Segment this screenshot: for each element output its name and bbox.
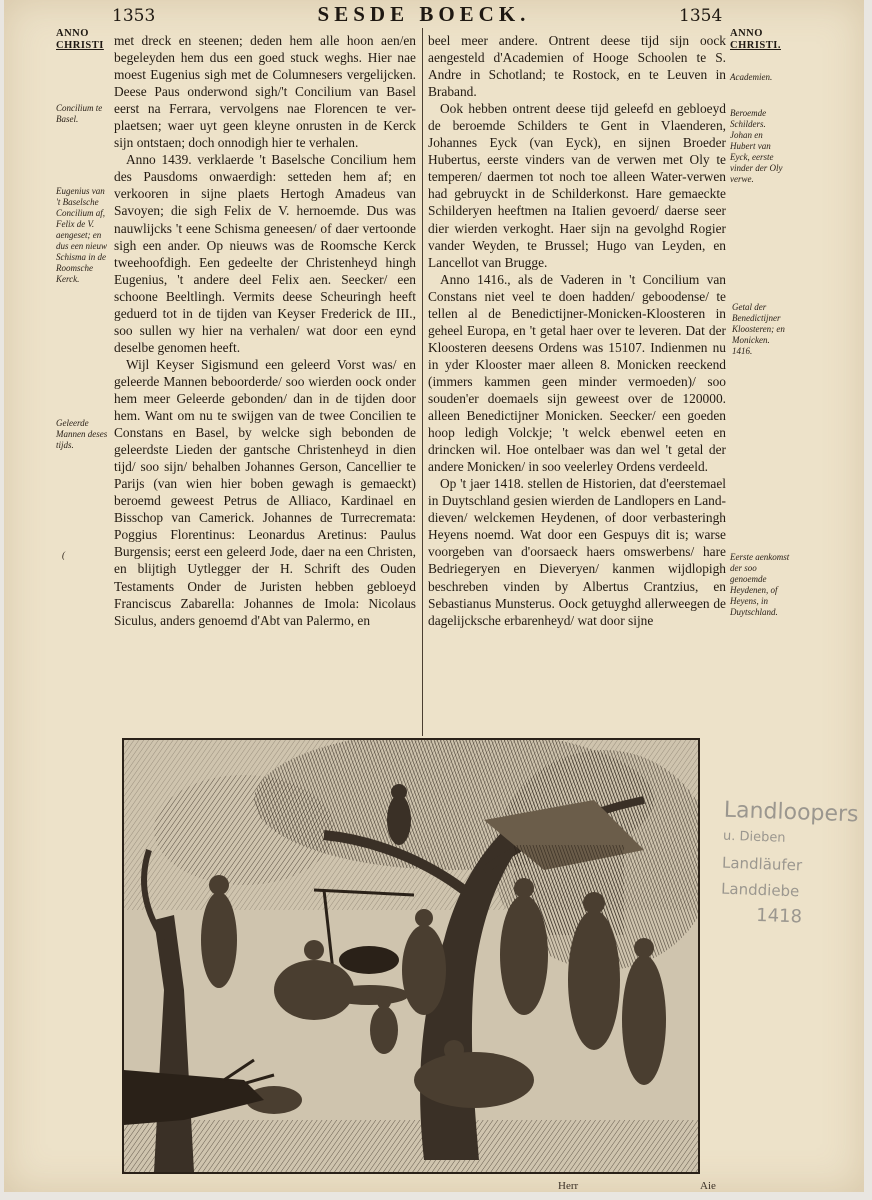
margin-note: Eerste aenkomst der soo genoemde Heydenen, of Heyens, in Duytschland.	[730, 552, 790, 617]
catchword-right: Aie	[700, 1180, 716, 1192]
anno-label: ANNO	[730, 28, 763, 39]
right-text-column	[428, 32, 726, 629]
margin-note: Academien.	[730, 72, 773, 82]
left-text-column	[114, 32, 416, 629]
margin-note: Eugenius van 't Baselsche Concilium af, Felix de V. aengeset; en dus een nieuw Schisma in de Roomsche Kerck.	[56, 186, 107, 284]
christi-label: CHRISTI	[56, 40, 104, 51]
margin-note: (	[62, 550, 65, 560]
margin-note: Concilium te Basel.	[56, 103, 103, 124]
pencil-annotation	[720, 798, 859, 933]
anno-christi-left	[56, 28, 104, 52]
paragraph: Op 't jaer 1418. stellen de Historien, dat d'eerstemael in Duytschland gesien wierden de Landlopers en Land-dieven/ welckemen Heydenen, of door verbasteringh Heyens noemd. Wat door een Gespuys dit is; warse voorgeben van d'oorsaeck haers omswerbens/ hare Bedriegeryen en Dieveryen/ kanmen wijdlopigh beschreben vinden by Albertus Crantzius, en Sebastianus Munsterus. Oock getuyghd allerweegen de dagelijcksche erbarenheyd/ wat door sijne	[428, 476, 726, 628]
christi-label: CHRISTI.	[730, 40, 781, 51]
pencil-line: u. Dieben	[722, 828, 786, 846]
pencil-line: Landloopers	[723, 797, 859, 828]
vagrant-camp-engraving	[124, 740, 698, 1172]
margin-note: Getal der Benedictijner Kloosteren; en Monicken. 1416.	[732, 302, 785, 356]
book-page	[4, 0, 864, 1192]
paragraph: Ook hebben ontrent deese tijd geleefd en gebloeyd de beroemde Schilders te Gent in Vlaenderen, Johannes Eyck (van Eyck), en sijnen Broeder Hubertus, eerste vinders van de verwen met Oly te temperen/ daermen tot noch toe alleen Water-verwen had gebruyckt in de Schilderkonst. Hare gemaeckte Schilderyen heeftmen na Italien gevoerd/ daerse seer dier wierden verkoght. Haer sijn na gevolghd Rogier vander Weyden, te Brussel; Hugo van Leyden, en Lancellot van Brugge.	[428, 101, 726, 270]
page-number-left: 1353	[112, 6, 156, 26]
margin-note: Geleerde Mannen deses tijds.	[56, 418, 108, 450]
paragraph: beel meer andere. Ontrent deese tijd sijn oock aengesteld d'Academien of Hooge Schoolen te S. Andre in Schotland; te Rostock, en te Leuven in Braband.	[428, 33, 726, 100]
paragraph: met dreck en steenen; deden hem alle hoon aen/en begeleyden hem dus een goed stuck weghs. Hier nae moest Eugenius sigh met de Columnesers vergelijcken. Deese Paus onderwond sigh/'t Concilium van Basel eerst na Ferrara, vervolgens nae Florencen te ver-plaetsen; waer uyt geen kleyne onrusten in de Kerck sijn ontstaen; doch onnodigh hier te verhalen.	[114, 33, 416, 151]
page-number-right: 1354	[679, 6, 723, 26]
paragraph: Anno 1439. verklaerde 't Baselsche Concilium hem des Pausdoms onwaerdigh: setteden hem af; en verkooren in sijne plaets Hertogh Amadeus van Savoyen; die sigh Felix de V. hernoemde. Dus was nauwlijcks 't eene Schisma geneesen/ of daer vertoonde sigh een ander. Op nieuws was de Roomsche Kerck tweehoofdigh. Een gedeelte der Christenheyd hingh Eugenius, 't andere deel Felix aen. Seecker/ een schoone Beeltlingh. Vermits deese Scheuringh heeft geduerd tot in de tijden van Keyser Frederick de III., soo sullen wy hier na verhalen/ wat door een eynd deselbe genomen heeft.	[114, 152, 416, 355]
pencil-line: 1418	[755, 904, 803, 928]
anno-label: ANNO	[56, 28, 89, 39]
column-divider	[422, 28, 423, 736]
running-head: SESDE BOECK.	[317, 2, 531, 26]
paragraph: Anno 1416., als de Vaderen in 't Concilium van Constans niet veel te doen hadden/ geboodense/ te tellen al de Benedictijner-Monicken-Kloosteren in geheel Europa, en 't getal haer over te leveren. Dat der Kloosteren deesens Ordens was 15107. Indienmen nu in yder Klooster maer alleen 8. Monicken reeckend (immers kammen geen minder vermoeden)/ soo souden'er doemaels sijn geweest over de 120000. alleen Benedictijner Monicken. Seecker/ een goeden hoop ledigh Volckje; 't welck ebenwel eeten en drincken wil. Hoe ontelbaer was dan wel 't getal der andere Monicken/ in soo veelerley Ordens verdeeld.	[428, 271, 726, 475]
anno-christi-right	[730, 28, 781, 52]
catchword-left: Herr	[558, 1180, 579, 1192]
engraving-illustration	[122, 738, 700, 1174]
paragraph: Wijl Keyser Sigismund een geleerd Vorst was/ en geleerde Mannen beboorderde/ soo wierden oock onder hem meer Geleerde gebonden/ dan in de tijden door hem. Want om nu te swijgen van de twee Concilien te Constans en Basel, by welcke sigh bebonden de geleerdste Lieden der gantsche Christenheyd in dien tijd/ soo sijn/ behalben Johannes Gerson, Cancellier te Parijs (van wien hier boben gewagh is gemaeckt) beroemd geweest Petrus de Alliaco, Kardinael en Bisschop van Camerick. Johannes de Turrecremata: Poggius Florentinus: Leonardus Aretinus: Paulus Burgensis; eerst een geleerd Jode, daer na een Christen, en blijtigh Uytlegger der H. Schrift des Ouden Testaments Onder de Juristen hebben gebloeyd Franciscus Zabarella: Johannes de Imola: Nicolaus Siculus, anders genoemd d'Abt van Palermo, en	[114, 356, 416, 628]
pencil-line: Landdiebe	[720, 879, 800, 901]
margin-note: Beroemde Schilders. Johan en Hubert van Eyck, eerste vinder der Oly verwe.	[730, 108, 783, 184]
pencil-line: Landläufer	[721, 853, 803, 875]
